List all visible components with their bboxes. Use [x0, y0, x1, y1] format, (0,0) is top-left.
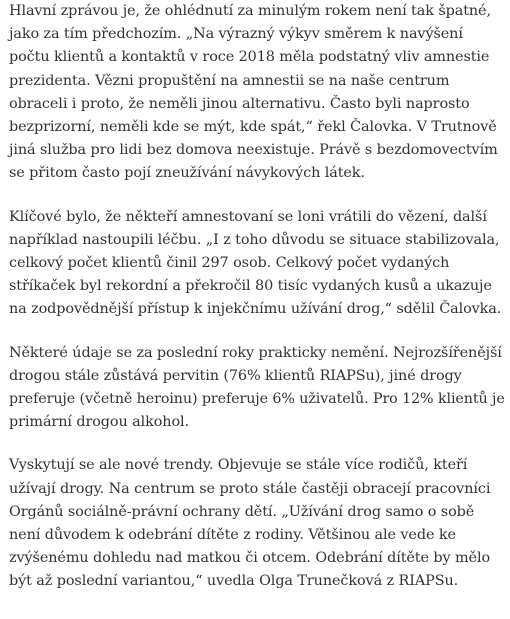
text-line: stříkaček byl rekordní a překročil 80 tisíc vydaných kusů a ukazuje	[9, 278, 492, 295]
article-body	[9, 0, 507, 594]
text-line: být až poslední variantou,“ uvedla Olga Trunečková z RIAPSu.	[9, 573, 459, 590]
text-line: bezprizorní, neměli kde se mýt, kde spát,“ řekl Čalovka. V Trutnově	[9, 119, 497, 136]
paragraph-new-trends	[9, 454, 507, 593]
paragraph-stabilization	[9, 206, 507, 322]
text-line: jiná služba pro lidi bez domova neexistuje. Právě s bezdomovectvím	[9, 142, 498, 159]
text-line: Klíčové bylo, že někteří amnestovaní se loni vrátili do vězení, další	[9, 208, 487, 225]
text-line: není důvodem k odebrání dítěte z rodiny. Většinou ale vede ke	[9, 527, 456, 544]
text-line: drogou stále zůstává pervitin (76% klientů RIAPSu), jiné drogy	[9, 367, 462, 384]
text-line: počtu klientů a kontaktů v roce 2018 měla podstatný vliv amnestie	[9, 49, 490, 66]
text-line: zvýšenému dohledu nad matkou či otcem. Odebrání dítěte by mělo	[9, 550, 491, 567]
text-line: celkový počet klientů činil 297 osob. Celkový počet vydaných	[9, 255, 450, 272]
paragraph-amnesty	[9, 0, 507, 186]
text-line: na zodpovědnější přístup k injekčnímu užívání drog,“ sdělil Čalovka.	[9, 301, 502, 318]
text-line: prezidenta. Vězni propuštění na amnestii se na naše centrum	[9, 72, 450, 89]
text-line: Některé údaje se za poslední roky prakticky nemění. Nejrozšířenější	[9, 344, 502, 361]
text-line: obraceli i proto, že neměli jinou alternativu. Často byli naprosto	[9, 95, 470, 112]
text-line: Orgánů sociálně-právní ochrany dětí. „Užívání drog samo o sobě	[9, 503, 475, 520]
text-line: preferuje (včetně heroinu) preferuje 6% uživatelů. Pro 12% klientů je	[9, 391, 505, 408]
text-line: se přitom často pojí zneužívání návykových látek.	[9, 165, 365, 182]
text-line: například nastoupili léčbu. „I z toho důvodu se situace stabilizovala,	[9, 231, 500, 248]
text-line: jako za tím předchozím. „Na výrazný výkyv směrem k navýšení	[9, 26, 463, 43]
text-line: primární drogou alkohol.	[9, 414, 189, 431]
text-line: Vyskytují se ale nové trendy. Objevuje se stále více rodičů, kteří	[9, 457, 468, 474]
text-line: užívají drogy. Na centrum se proto stále častěji obracejí pracovníci	[9, 480, 491, 497]
paragraph-drug-statistics	[9, 342, 507, 435]
text-line: Hlavní zprávou je, že ohlédnutí za minulým rokem není tak špatné,	[9, 3, 491, 19]
